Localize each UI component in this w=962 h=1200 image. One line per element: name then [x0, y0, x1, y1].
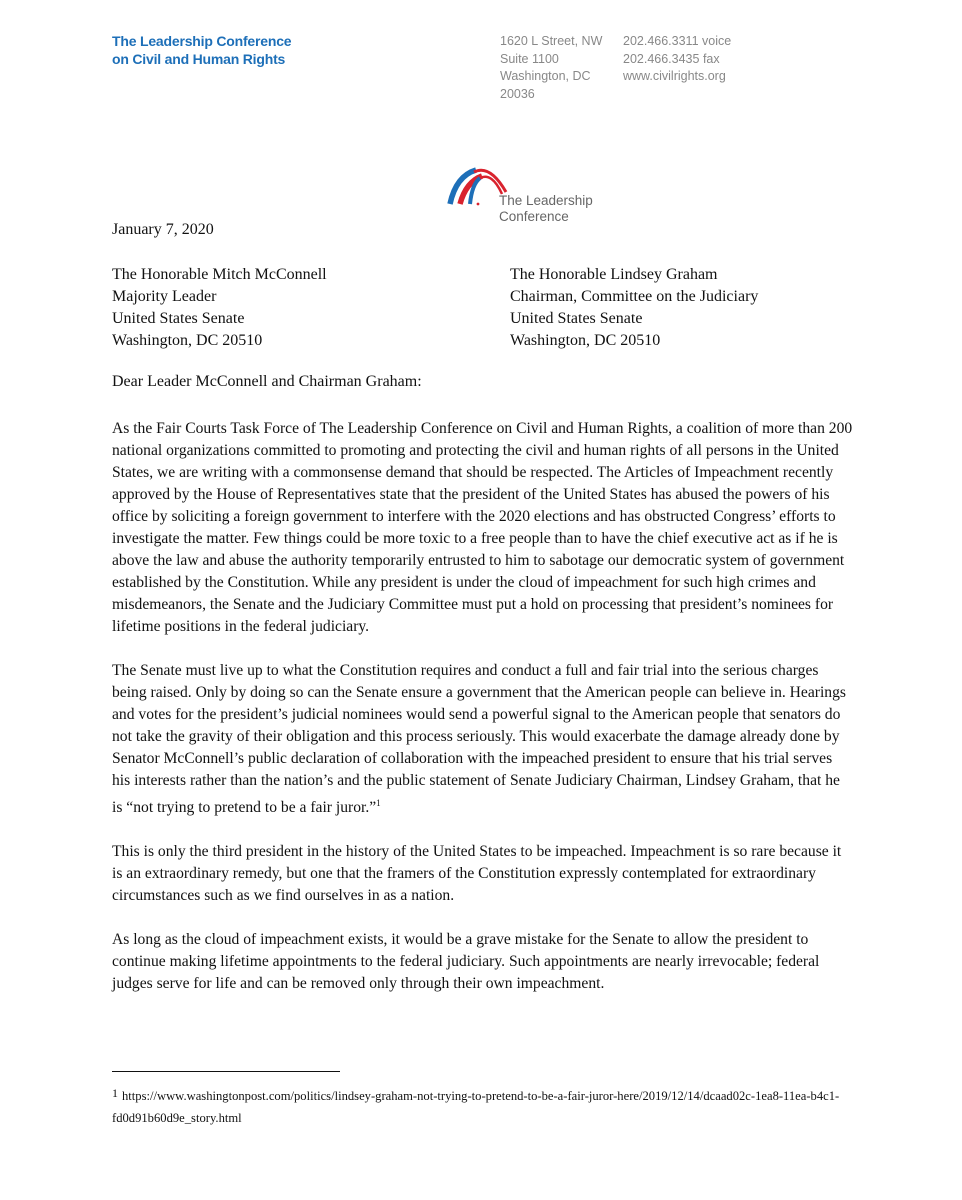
logo-text-line2: Conference: [499, 208, 569, 224]
addressee-line: Chairman, Committee on the Judiciary: [510, 288, 759, 305]
org-name-line2: on Civil and Human Rights: [112, 51, 286, 67]
footnote-number: 1: [112, 1086, 118, 1100]
addressee-mcconnell: [112, 264, 327, 352]
fax-number: 202.466.3435 fax: [623, 51, 720, 66]
letter-date: January 7, 2020: [112, 221, 214, 238]
address-line: 1620 L Street, NW: [500, 34, 603, 48]
letter-body: [112, 418, 854, 1017]
footnote-divider: [112, 1071, 340, 1072]
address-line: Washington, DC: [500, 69, 591, 83]
salutation: Dear Leader McConnell and Chairman Graham:: [112, 373, 422, 390]
footnote: [112, 1082, 852, 1129]
paragraph: [112, 660, 854, 819]
addressee-line: United States Senate: [510, 310, 643, 327]
contact-info: [623, 33, 731, 86]
addressee-line: The Honorable Lindsey Graham: [510, 266, 718, 283]
address-line: Suite 1100: [500, 51, 559, 66]
addressee-line: The Honorable Mitch McConnell: [112, 266, 327, 283]
paragraph: As long as the cloud of impeachment exists, it would be a grave mistake for the Senate to allow the president to continue making lifetime appointments to the federal judiciary. Such appointments are nearly irrevocable; federal judges serve for life and can be removed only through their own impeachment.: [112, 931, 820, 993]
logo-text-line1: The Leadership: [499, 193, 593, 208]
leadership-conference-logo: [446, 162, 606, 224]
street-address: [500, 33, 602, 103]
footnote-url[interactable]: https://www.washingtonpost.com/politics/lindsey-graham-not-trying-to-pretend-to-be-a-fair-juror-here/2019/12/14/dcaad02c-1ea8-11ea-b4c1-fd0d91b60d9e_story.html: [112, 1089, 840, 1125]
organization-name: [112, 32, 291, 68]
addressee-line: Majority Leader: [112, 288, 217, 305]
website: www.civilrights.org: [623, 69, 726, 83]
addressee-line: Washington, DC 20510: [510, 332, 661, 349]
paragraph: This is only the third president in the history of the United States to be impeached. Impeachment is so rare because it is an extraordinary remedy, but one that the framers of the Constitution expressly contemplated for extraordinary circumstances such as we find ourselves in as a nation.: [112, 843, 842, 905]
voice-number: 202.466.3311 voice: [623, 34, 732, 48]
paragraph-text: The Senate must live up to what the Constitution requires and conduct a full and fair trial into the serious charges being raised. Only by doing so can the Senate ensure a government that the American people can believe in. Hearings and votes for the president’s judicial nominees would send a powerful signal to the American people that senators do not take the gravity of their obligation and this process seriously. This would exacerbate the damage already done by Senator McConnell’s public declaration of collaboration with the impeached president to ensure that his trial serves his interests rather than the nation’s and the public statement of Senate Judiciary Chairman, Lindsey Graham, that he is “not trying to pretend to be a fair juror.”: [112, 662, 846, 817]
addressee-line: Washington, DC 20510: [112, 332, 263, 349]
logo-text: [499, 193, 593, 224]
address-line: 20036: [500, 86, 535, 101]
paragraph: As the Fair Courts Task Force of The Leadership Conference on Civil and Human Rights, a coalition of more than 200 national organizations committed to promoting and protecting the civil and human rights of all persons in the United States, we are writing with a commonsense demand that should be respected. The Articles of Impeachment recently approved by the House of Representatives state that the president of the United States has abused the powers of his office by soliciting a foreign government to interfere with the 2020 elections and has obstructed Congress’ efforts to investigate the matter. Few things could be more toxic to a free people than to have the chief executive act as if he is above the law and abuse the authority temporarily entrusted to him to sabotage our democratic system of government established by the Constitution. While any president is under the cloud of impeachment for such high crimes and misdemeanors, the Senate and the Judiciary Committee must put a hold on processing that president’s nominees for lifetime positions in the federal judiciary.: [112, 420, 853, 635]
org-name-line1: The Leadership Conference: [112, 33, 292, 49]
addressee-line: United States Senate: [112, 310, 245, 327]
footnote-reference: 1: [376, 798, 381, 808]
addressee-graham: [510, 264, 758, 352]
